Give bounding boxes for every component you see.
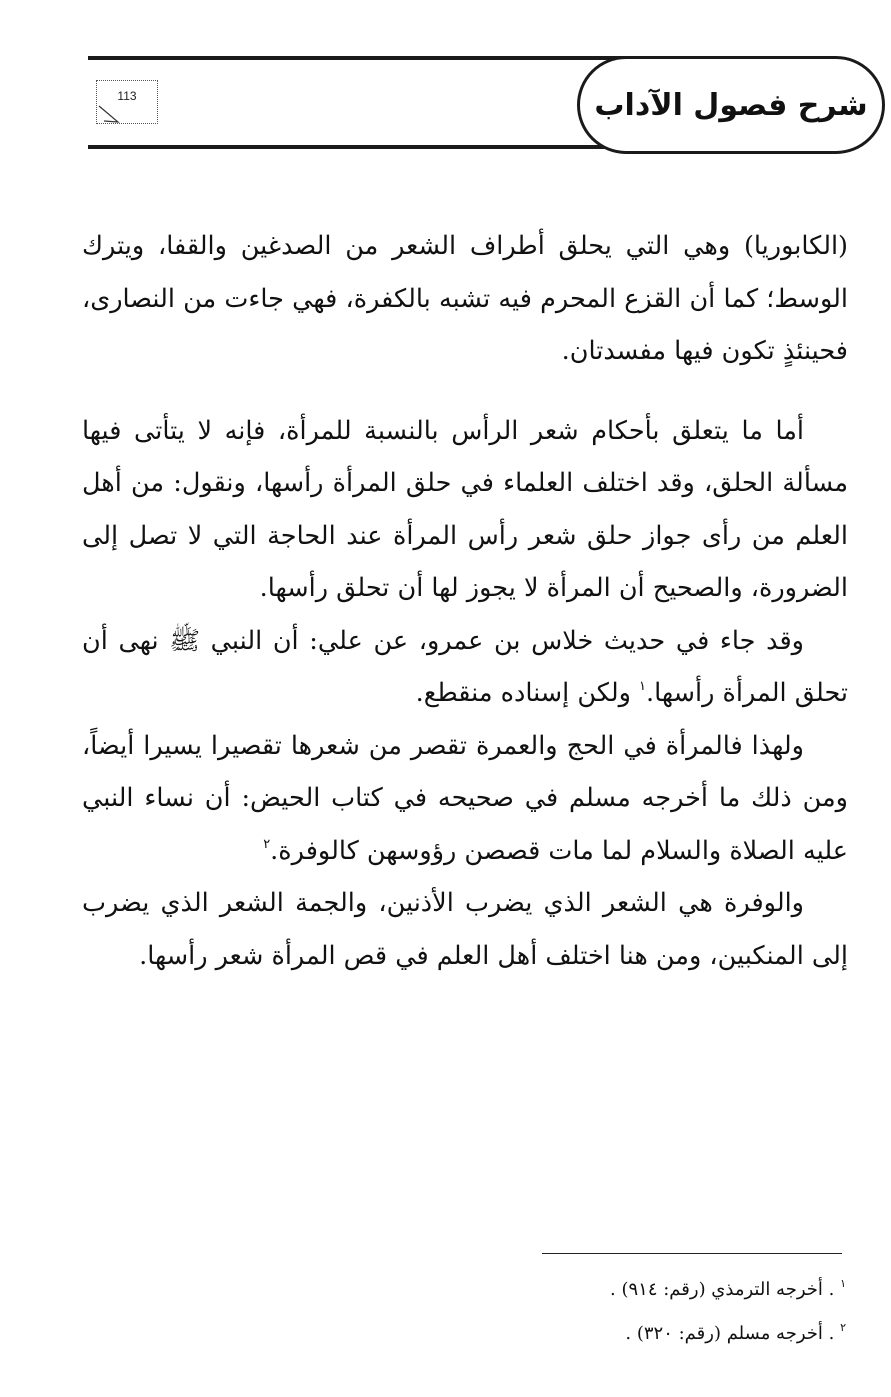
- paragraph-2: أما ما يتعلق بأحكام شعر الرأس بالنسبة للمرأة، فإنه لا يتأتى فيها مسألة الحلق، وقد اختلف العلماء في حلق المرأة رأسها، ونقول: من أهل العلم من رأى جواز حلق شعر رأس المرأة عند الحاجة التي لا تصل إلى الضرورة، والصحيح أن المرأة لا يجوز لها أن تحلق رأسها.: [82, 415, 848, 603]
- page-number: 113: [117, 89, 137, 103]
- paragraph-3-text-end: ولكن إسناده منقطع.: [415, 678, 640, 708]
- paragraph-4-text: ولهذا فالمرأة في الحج والعمرة تقصر من شعرها تقصيرا يسيرا أيضاً، ومن ذلك ما أخرجه مسلم في صحيحه في كتاب الحيض: أن نساء النبي عليه الصلاة والسلام لما مات قصصن رؤوسهن كالوفرة.: [82, 730, 848, 866]
- footnote-separator: [542, 1253, 842, 1254]
- paragraph-3-text: وقد جاء في حديث خلاس بن عمرو، عن علي: أن النبي ﷺ نهى أن تحلق المرأة رأسها.: [82, 625, 848, 708]
- footnote-ref-1: ١: [639, 679, 647, 694]
- paragraph-3: [82, 615, 848, 720]
- footnotes: [400, 1268, 846, 1356]
- running-title-frame: [577, 56, 885, 154]
- footnote-ref-2: ٢: [263, 836, 271, 852]
- paragraph-4: [82, 720, 848, 878]
- page-curl-icon: [98, 104, 120, 124]
- paragraph-1: (الكابوريا) وهي التي يحلق أطراف الشعر من الصدغين والقفا، ويترك الوسط؛ كما أن القزع المحرم فيه تشبه بالكفرة، فهي جاءت من النصارى، فحينئذٍ تكون فيها مفسدتان.: [82, 231, 848, 366]
- main-text: [82, 220, 848, 982]
- footnote-2-number: ٢: [840, 1321, 846, 1334]
- footnote-1-text: . أخرجه الترمذي (رقم: ٩١٤) .: [610, 1279, 835, 1300]
- paragraph-5: والوفرة هي الشعر الذي يضرب الأذنين، والجمة الشعر الذي يضرب إلى المنكبين، ومن هنا اختلف أهل العلم في قص المرأة شعر رأسها.: [82, 888, 848, 971]
- footnote-1: [400, 1268, 846, 1312]
- footnote-2-text: . أخرجه مسلم (رقم: ٣٢٠) .: [625, 1323, 835, 1344]
- footnote-1-number: ١: [840, 1277, 846, 1290]
- footnote-2: [400, 1312, 846, 1356]
- running-title: شرح فصول الآداب: [594, 87, 868, 123]
